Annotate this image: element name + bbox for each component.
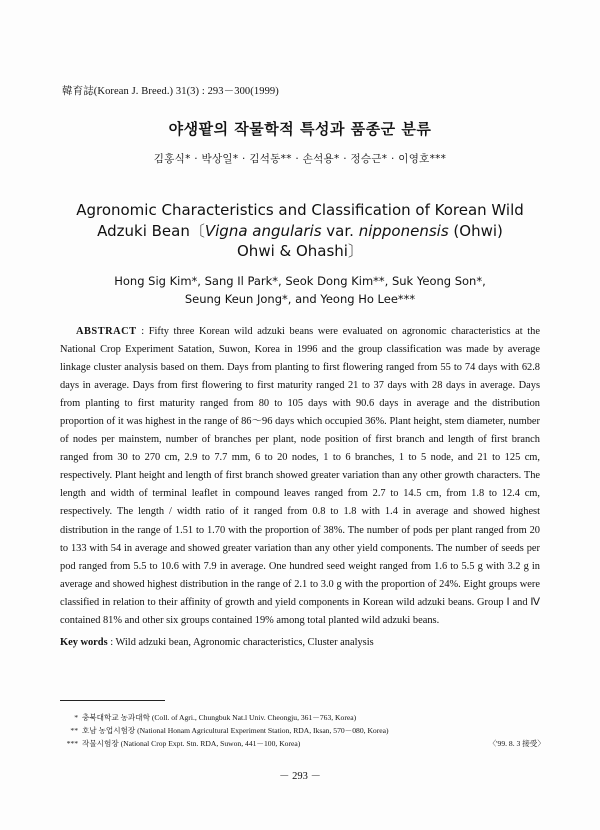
abstract-separator: : <box>136 326 149 337</box>
abstract <box>60 323 540 630</box>
footnote-2 <box>60 724 545 737</box>
english-title-line-2 <box>30 221 570 242</box>
footnote-text: 호남 농업시험장 (National Honam Agricultural Experiment Station, RDA, Iksan, 570－080, Korea) <box>82 726 389 735</box>
footnote-1 <box>60 711 545 724</box>
keywords-text: Wild adzuki bean, Agronomic characteristics, Cluster analysis <box>115 637 374 648</box>
korean-title: 야생팥의 작물학적 특성과 품종군 분류 <box>168 120 432 138</box>
footnotes <box>60 711 545 750</box>
english-authors <box>30 272 570 308</box>
received-date: 〈'99. 8. 3 接受〉 <box>488 739 545 748</box>
english-title-line-1: Agronomic Characteristics and Classification of Korean Wild <box>76 201 524 219</box>
footnote-divider <box>60 700 165 701</box>
english-title-line-3: Ohwi & Ohashi〕 <box>237 242 363 260</box>
english-authors-line-2: Seung Keun Jong*, and Yeong Ho Lee*** <box>184 292 416 306</box>
footnote-text: 작물시험장 (National Crop Expt. Stn. RDA, Suwon, 441－100, Korea) <box>82 739 301 748</box>
variety-name: nipponensis <box>358 221 449 240</box>
footnote-text: 충북대학교 농과대학 (Coll. of Agri., Chungbuk Nat.l Univ. Cheongju, 361－763, Korea) <box>82 713 357 722</box>
page-number: － 293 － <box>279 771 321 782</box>
abstract-text: Fifty three Korean wild adzuki beans were evaluated on agronomic characteristics at the National Crop Experiment Satation, Suwon, Korea in 1996 and the group classification was made by average linkage cluster analysis based on them. Days from planting to first flowering ranged from 55 to 74 days with 62.8 days in average. Days from first flowering to first maturity ranged 21 to 37 days with 28 days in average. Days from planting to first maturity ranged from 80 to 105 days with 90.6 days in average and the distribution proportion of it was highest in the range of 86～96 days which occupied 36%. Plant height, stem diameter, number of nodes per mainstem, number of branches per plant, node position of first branch and length of first branch ranged from 30 to 270 cm, 2.9 to 7.7 mm, 6 to 20 nodes, 1 to 6 branches, 1 to 5 node, and 21 to 125 cm, respectively. Plant height and length of first branch showed greater variation than any other growth characters. The length and width of terminal leaflet in compound leaves ranged from 2.7 to 14.5 cm, from 1.8 to 12.4 cm, respectively. The length / width ratio of it ranged from 0.8 to 1.8 with 1.4 in average and showed highest distribution in the range of 1.51 to 1.70 with the proportion of 38%. The number of pods per plant ranged from 20 to 133 with 54 in average and showed greater variation than any other yield components. The number of seeds per pod ranged from 5.5 to 10.6 with 7.9 in average. One hundred seed weight ranged from 1.6 to 5.5 g with 3.2 g in average and showed highest distribution in the range of 2.1 to 3.0 g with the proportion of 24%. Eight groups were classified in relation to their affinity of growth and yield components in Korean wild adzuki beans. Group Ⅰ and Ⅳ contained 81% and other six groups contained 19% among total planted wild adzuki beans. <box>60 326 540 626</box>
title-suffix: (Ohwi) <box>448 221 503 240</box>
keywords-label: Key words <box>60 637 108 648</box>
footnote-mark: * <box>74 713 78 722</box>
species-name: Vigna angularis <box>204 221 322 240</box>
english-authors-line-1: Hong Sig Kim*, Sang Il Park*, Seok Dong Kim**, Suk Yeong Son*, <box>114 274 486 288</box>
title-prefix: Adzuki Bean〔 <box>97 221 205 240</box>
abstract-label: ABSTRACT <box>76 326 137 337</box>
footnote-mark: ** <box>70 726 78 735</box>
var-abbrev: var. <box>321 221 359 240</box>
keywords-separator: : <box>107 637 116 648</box>
english-title <box>30 200 570 262</box>
journal-reference: 韓育誌(Korean J. Breed.) 31(3) : 293－300(1999) <box>62 86 279 97</box>
keywords <box>60 637 540 648</box>
korean-authors: 김홍식* · 박상일* · 김석동** · 손석용* · 정승근* · 이영호*** <box>153 153 447 165</box>
footnote-3 <box>60 737 545 750</box>
footnote-mark: *** <box>66 739 78 748</box>
